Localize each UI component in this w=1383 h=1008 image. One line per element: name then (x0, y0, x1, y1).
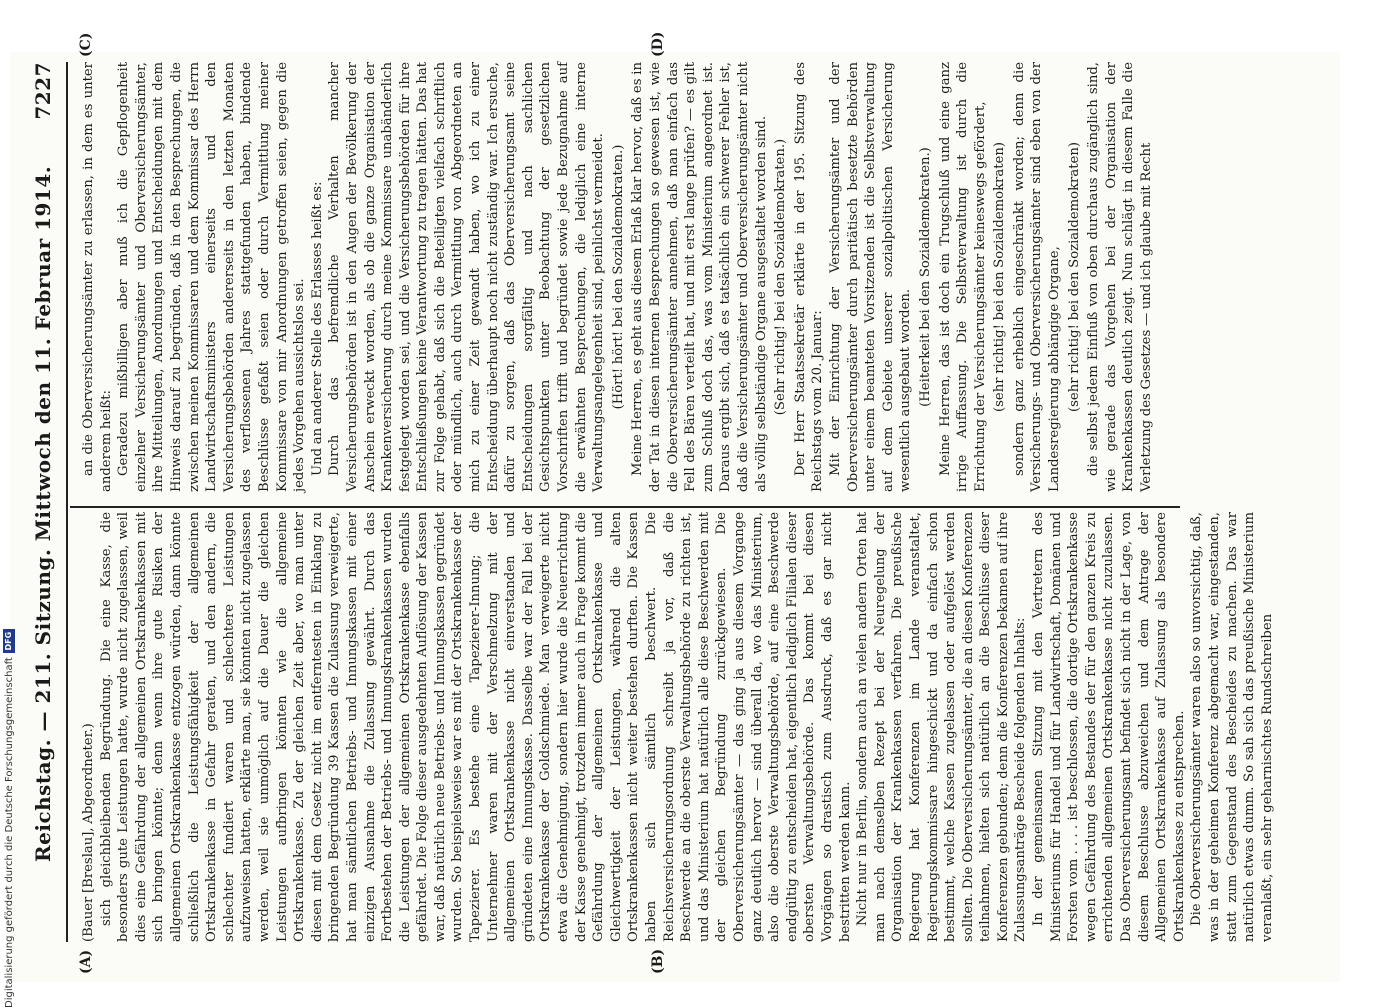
page-number: 7227 (31, 62, 55, 120)
header-title: Reichstag. — 211. Sitzung. Mittwoch den 11. Februar 1914. (31, 165, 55, 862)
running-header (28, 62, 58, 862)
paragraph: Geradezu mißbilligen aber muß ich die Gepflogenheit einzelner Versicherungsämter und Oberversicherungsämter, ihre Mitteilungen, Anordnungen und Entscheidungen mit dem Hinweis darauf zu begründen, daß in den Besprechungen, die zwischen meinen Kommissaren und dem Kommissar des Herrn Landwirtschaftsministers einerseits und den Versicherungsbehörden andererseits in den letzten Monaten des verflossenen Jahres stattgefunden haben, bindende Beschlüsse gefaßt seien oder durch Vermittlung meiner Kommissare von mir Anordnungen getroffen seien, gegen die jedes Vorgehen aussichtslos sei. (116, 62, 308, 492)
paragraph: In der gemeinsamen Sitzung mit den Vertretern des Ministeriums für Handel und für Landwirtschaft, Domänen und Forsten vom . . . . ist beschlossen, die dortige Ortskrankenkasse wegen Gefährdung des Bestandes der für den ganzen Kreis zu errichtenden allgemeinen Ortskrankenkasse nicht zuzulassen. Das Oberversicherungsamt befindet sich nicht in der Lage, von diesem Beschlusse abzuweichen und dem Antrage der Allgemeinen Ortskrankenkasse auf Zulassung als besondere Ortskrankenkasse zu entsprechen. (1031, 512, 1187, 942)
paragraph: Nicht nur in Berlin, sondern auch an vielen andern Orten hat man nach demselben Rezept bei der Neuregelung der Organisation der Krankenkassen verfahren. Die preußische Regierung hat Konferenzen im Lande veranstaltet, Regierungskommissare hingeschickt und da einfach schon bestimmt, welche Kassen zugelassen oder aufgelöst werden sollten. Die Oberversicherungsämter, die an diesen Konferenzen teilnahmen, hielten sich natürlich an die Beschlüsse dieser Konferenzen gebunden; denn die Konferenzen bekamen auf ihre Zulassungsanträge Bescheide folgenden Inhalts: (855, 512, 1029, 942)
margin-mark-d: (D) (650, 31, 666, 57)
document-page (10, 31, 1340, 982)
paragraph: Und an anderer Stelle des Erlasses heißt es: (309, 181, 325, 476)
interjection: (Sehr richtig! bei den Sozialdemokraten.) (773, 138, 789, 416)
paragraph: sondern ganz erheblich eingeschränkt worden; denn die Versicherungs- und Oberversicherungsämter sind eben von der Landesregierung abhängige Organe, (1011, 62, 1063, 492)
interjection: (Hört! hört! bei den Sozialdemokraten.) (610, 144, 626, 410)
paragraph: Meine Herren, es geht aus diesem Erlaß klar hervor, daß es in der Tat in diesen internen Besprechungen so gewesen ist, wie die Oberversicherungsämter annehmen, daß man einfach das Fell des Bären verteilt hat, und mit erst lange prüfen? — es gilt zum Schluß doch das, was vom Ministerium angeordnet ist. Daraus ergibt sich, daß es tatsächlich ein schwerer Fehler ist, daß die Versicherungsämter und Oberversicherungsämter nicht als völlig selbständige Organe ausgestaltet worden sind. (630, 62, 769, 492)
paragraph: Durch das befremdliche Verhalten mancher Versicherungsbehörden ist in den Augen der Bevölkerung der Anschein erweckt worden, als ob die ganze Organisation der Krankenversicherung durch meine Kommissare unabänderlich festgelegt worden sei, und die Versicherungsbehörden für ihre Entschließungen keine Verantwortung zu tragen hätten. Das hat zur Folge gehabt, daß sich die Beteiligten vielfach schriftlich oder mündlich, auch durch Vermittlung von Abgeordneten an mich zu einer Zeit gewandt haben, wo ich zu einer Entscheidung überhaupt noch nicht zuständig war. Ich ersuche, dafür zu sorgen, daß das Oberversicherungsamt seine Entscheidungen sorgfältig und nach sachlichen Gesichtspunkten unter Beobachtung der gesetzlichen Vorschriften trifft und begründet sowie jede Bezugnahme auf die erwähnten Besprechungen, die lediglich eine interne Verwaltungsangelegenheit sind, peinlichst vermeidet. (327, 62, 607, 492)
paragraph: Die Oberversicherungsämter waren also so unvorsichtig, daß, was in der geheimen Konferenz abgemacht war, eingestanden, statt zum Gegenstand des Bescheides zu machen. Das war natürlich etwas dumm. So sah sich das preußische Ministerium veranlaßt, ein sehr geharnischtes Rundschreiben (1189, 512, 1275, 942)
interjection: (Heiterkeit bei den Sozialdemokraten.) (917, 147, 933, 407)
interjection: (sehr richtig! bei den Sozialdemokraten) (992, 142, 1008, 412)
paragraph: Der Herr Staatssekretär erklärte in der 195. Sitzung des Reichstags vom 20. Januar: (792, 62, 826, 492)
right-text-column (80, 62, 1180, 492)
paragraph: die selbst jedem Einfluß von oben durchaus zugänglich sind, wie gerade das Vorgehen bei der Organisation der Krankenkassen deutlich zeigt. Nun schlägt in diesem Falle die Verletzung des Gesetzes — und ich glaube mit Recht (1086, 62, 1155, 492)
paragraph: sich gleichbleibenden Begründung. Die eine Kasse, die besonders gute Leistungen hatte, wurde nicht zugelassen, weil dies eine Gefährdung der allgemeinen Ortskrankenkassen mit sich bringen könnte; denn wenn ihre gute Risiken der allgemeinen Ortskrankenkasse entzogen würden, dann könnte schließlich die Leistungsfähigkeit der allgemeinen Ortskrankenkasse in Gefahr geraten, und den andern, die schlechter fundiert waren und schlechtere Leistungen aufzuweisen hatten, erklärte man, sie könnten nicht zugelassen werden, weil sie unmöglich auf die Dauer die gleichen Leistungen aufbringen könnten wie die allgemeine Ortskrankenkasse. Zu der gleichen Zeit aber, wo man unter diesen mit dem Gesetz nicht im entferntesten in Einklang zu bringenden Begründung 39 Kassen die Zulassung verweigerte, hat man sämtlichen Betriebs- und Innungskassen mit einer einzigen Ausnahme die Zulassung gewährt. Durch das Fortbestehen der Betriebs- und Innungskrankenkassen wurden die Leistungen der allgemeinen Ortskrankenkasse ebenfalls gefährdet. Die Folge dieser ausgedehnten Auflösung der Kassen war, daß natürlich neue Betriebs- und Innungskassen gegründet wurden. So beispielsweise war es mit der Ortskrankenkasse der Tapezierer. Es bestehe eine Tapezierer-Innung; die Unternehmer waren mit der Verschmelzung mit der allgemeinen Ortskrankenkasse nicht einverstanden und gründeten eine Innungskasse. Dasselbe war der Fall bei der Ortskrankenkasse der Goldschmiede. Man verweigerte nicht etwa die Genehmigung, sondern hier wurde die Neuerrichtung der Kasse genehmigt, trotzdem immer auch in Frage kommt die Gefährdung der allgemeinen Ortskrankenkasse und Gleichwertigkeit der Leistungen, während die alten Ortskrankenkassen nicht weiter bestehen durften. Die Kassen haben sich sämtlich beschwert. Die Reichsversicherungsordnung schreibt ja vor, daß die Beschwerde an die oberste Verwaltungsbehörde zu richten ist, und das Ministerium hat natürlich alle diese Beschwerden mit der gleichen Begründung zurückgewiesen. Die Oberversicherungsämter — das ging ja aus diesem Vorgange ganz deutlich hervor — sind überall da, wo das Ministerium, also die oberste Verwaltungsbehörde, auf eine Beschwerde endgültig zu entscheiden hat, eigentlich lediglich Filialen dieser obersten Verwaltungsbehörde. Das kommt bei diesen Vorgängen so drastisch zum Ausdruck, daß es gar nicht bestritten werden kann. (98, 512, 853, 942)
paragraph: an die Oberversicherungsämter zu erlassen, in dem es unter anderem heißt: (81, 62, 114, 492)
margin-mark-c: (C) (78, 32, 94, 57)
column-divider (70, 506, 1180, 508)
digitization-note (2, 588, 16, 1008)
dfg-logo: DFG (3, 629, 15, 653)
paragraph: Meine Herren, das ist doch ein Trugschluß und eine ganz irrige Auffassung. Die Selbstverwaltung ist durch die Errichtung der Versicherungsämter keineswegs gefördert, (937, 62, 988, 492)
paragraph: Mit der Einrichtung der Versicherungsämter und der Oberversicherungsämter durch paritätisch besetzte Behörden unter einem beamteten Vorsitzenden ist die Selbstverwaltung auf dem Gebiete unserer sozialpolitischen Versicherung wesentlich ausgebaut worden. (827, 62, 914, 492)
interjection: (sehr richtig! bei den Sozialdemokraten) (1066, 142, 1082, 412)
footer-note-text: Digitalisierung gefördert durch die Deutsche Forschungsgemeinschaft (3, 657, 15, 1008)
left-text-column (80, 512, 1275, 942)
speaker-line: (Bauer [Breslau], Abgeordneter.) (81, 723, 96, 942)
margin-mark-a: (A) (78, 949, 94, 974)
header-rule (66, 62, 68, 942)
margin-mark-b: (B) (650, 948, 666, 974)
